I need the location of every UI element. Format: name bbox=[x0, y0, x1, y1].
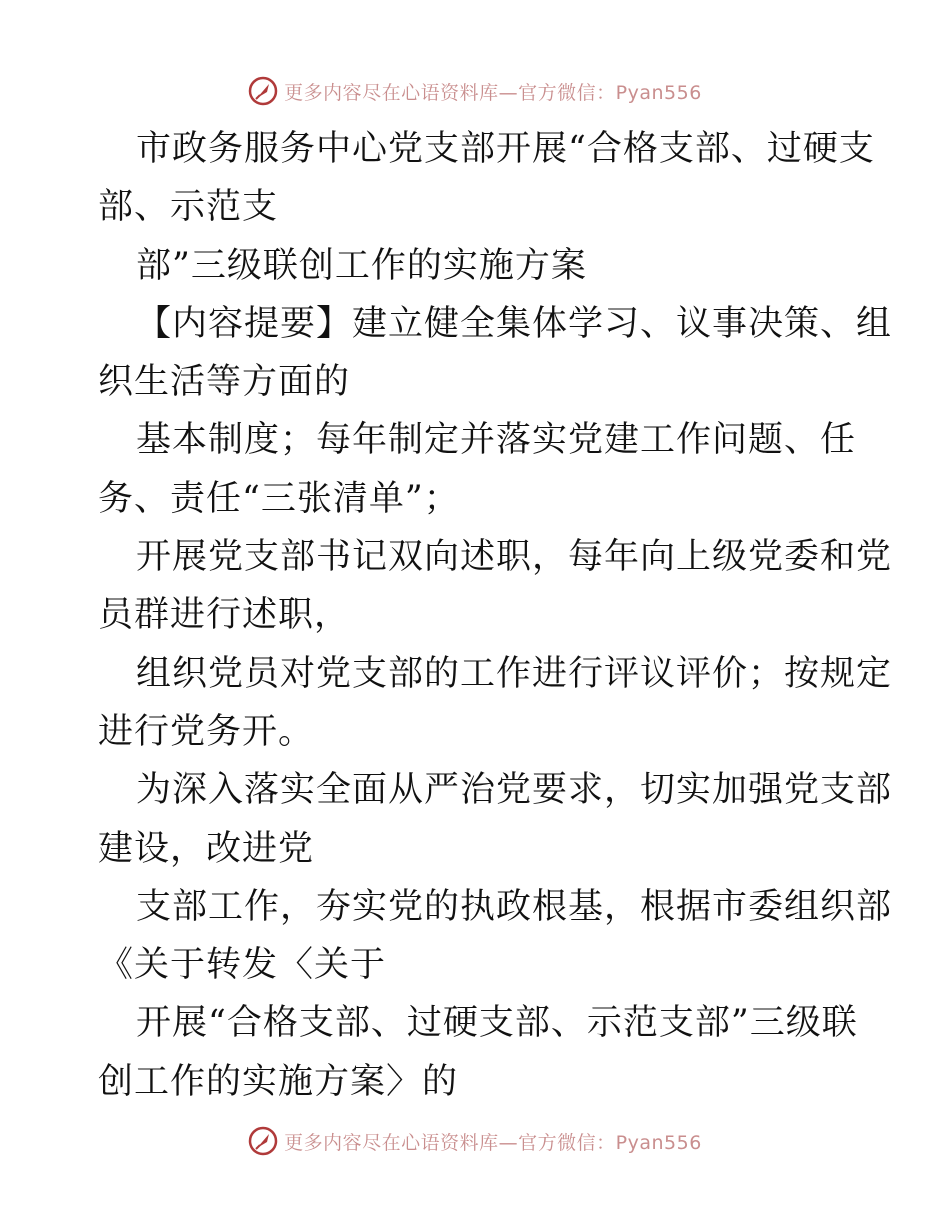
document-line: 开展党支部书记双向述职，每年向上级党委和党 bbox=[136, 537, 893, 578]
document-line: 员群进行述职， bbox=[98, 595, 351, 636]
document-line: 部”三级联创工作的实施方案 bbox=[136, 245, 587, 286]
watermark-footer bbox=[0, 1126, 950, 1156]
document-line: 为深入落实全面从严治党要求，切实加强党支部 bbox=[136, 770, 893, 811]
document-line: 支部工作，夯实党的执政根基，根据市委组织部 bbox=[136, 886, 893, 927]
feather-pen-logo-icon bbox=[248, 1126, 278, 1156]
watermark-header bbox=[0, 76, 950, 106]
document-line: 建设，改进党 bbox=[98, 828, 315, 869]
watermark-text: 更多内容尽在心语资料库—官方微信：Pyan556 bbox=[284, 1131, 702, 1154]
document-line: 《关于转发〈关于 bbox=[98, 945, 387, 986]
document-line: 织生活等方面的 bbox=[98, 362, 351, 403]
document-line: 开展“合格支部、过硬支部、示范支部”三级联 bbox=[136, 1003, 858, 1044]
feather-pen-logo-icon bbox=[248, 76, 278, 106]
document-line: 【内容提要】建立健全集体学习、议事决策、组 bbox=[136, 303, 893, 344]
document-line: 部、示范支 bbox=[98, 187, 279, 228]
document-line: 组织党员对党支部的工作进行评议评价；按规定 bbox=[136, 653, 893, 694]
document-line: 创工作的实施方案〉的 bbox=[98, 1061, 459, 1102]
document-line: 务、责任“三张清单”； bbox=[98, 478, 460, 519]
document-line: 基本制度；每年制定并落实党建工作问题、任 bbox=[136, 420, 857, 461]
document-line: 市政务服务中心党支部开展“合格支部、过硬支 bbox=[136, 129, 875, 169]
watermark-text: 更多内容尽在心语资料库—官方微信：Pyan556 bbox=[284, 81, 702, 104]
document-body bbox=[98, 120, 893, 1111]
document-line: 进行党务开。 bbox=[98, 711, 315, 752]
